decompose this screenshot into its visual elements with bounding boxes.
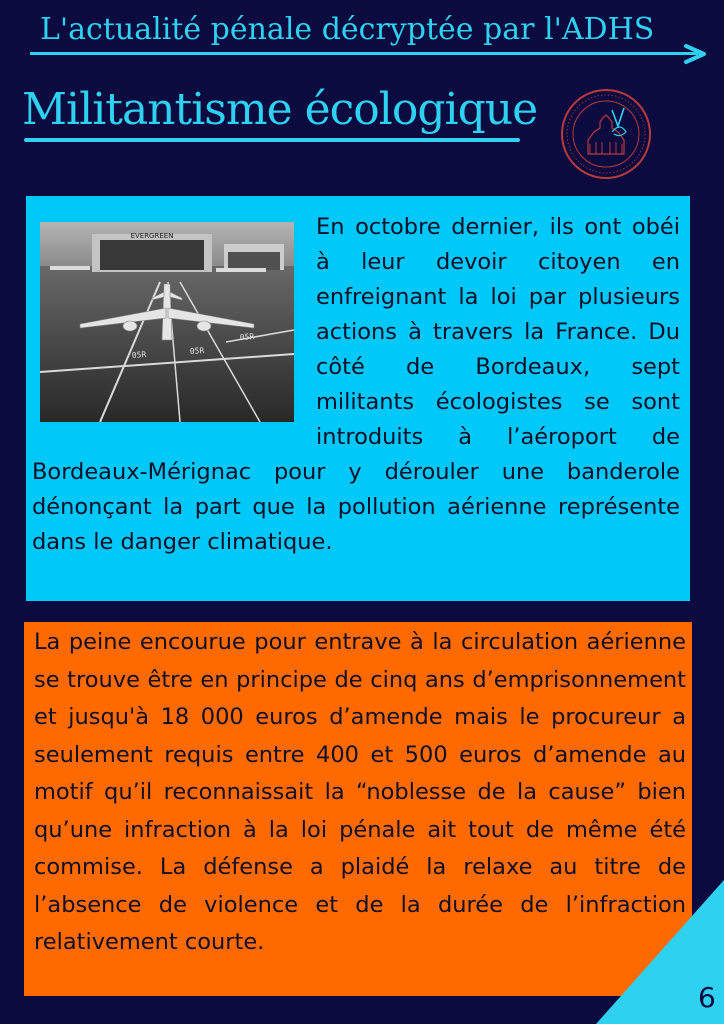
- penalty-paragraph: La peine encourue pour entrave à la circulation aérienne se trouve être en principe de cinq ans d’emprisonnement et jusqu'à 18 000 euros d’amende mais le procureur a seulement requis entre 400 et 500 euros d’amende au motif qu’il reconnaissait la “noblesse de la cause” bien qu’une infraction à la loi pénale ait tout de même été commise. La défense a plaidé la relaxe au titre de l’absence de violence et de la durée de l’infraction relativement courte.: [34, 629, 686, 955]
- header-underline: [30, 52, 698, 55]
- hangar-sign: EVERGREEN: [130, 232, 174, 240]
- page-header-title: L'actualité pénale décryptée par l'ADHS: [40, 12, 655, 47]
- penalty-text-box: [24, 622, 692, 996]
- section-title-underline: [24, 138, 520, 142]
- section-title: Militantisme écologique: [22, 84, 538, 135]
- association-seal-logo: [560, 88, 652, 180]
- runway-mark: 05R: [189, 346, 205, 356]
- intro-text-box: [26, 196, 690, 601]
- runway-mark: 05R: [239, 332, 255, 342]
- arrow-right-icon: [684, 42, 708, 66]
- runway-mark: 05R: [131, 350, 147, 360]
- intro-paragraph: En octobre dernier, ils ont obéi à leur devoir citoyen en enfreignant la loi par plusieurs actions à travers la France. Du côté de Bordeaux, sept militants écologistes se sont introduits à l’aéroport de Bordeaux-Mérignac pour y dérouler une banderole dénonçant la part que la pollution aérienne représente dans le danger climatique.: [32, 214, 680, 555]
- page-number: 6: [698, 981, 716, 1014]
